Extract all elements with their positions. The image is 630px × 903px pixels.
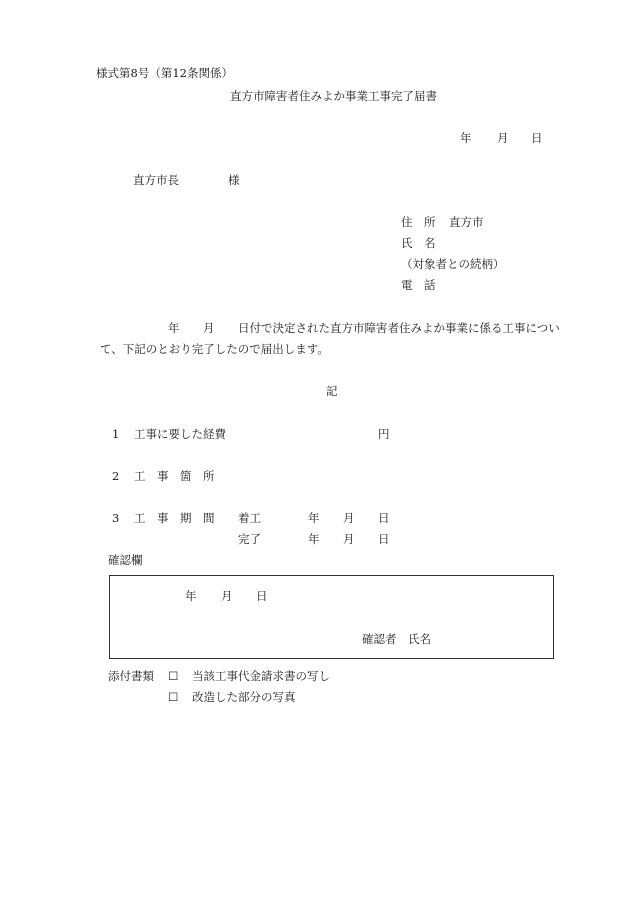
end-day: 日: [378, 532, 390, 546]
item-1-number: 1: [112, 427, 120, 441]
end-year: 年: [308, 532, 320, 546]
body-month: 月: [203, 321, 215, 335]
date-year: 年: [460, 131, 472, 145]
document-title: 直方市障害者住みよか事業工事完了届書: [230, 89, 437, 103]
confirm-year: 年: [185, 589, 197, 603]
form-id: 様式第8号（第12条関係）: [96, 66, 233, 80]
item-2-number: 2: [112, 469, 120, 483]
relation-label: （対象者との続柄）: [401, 257, 505, 271]
body-sentence-1: 日付で決定された直方市障害者住みよか事業に係る工事につい: [238, 321, 560, 335]
confirmer-name: 確認者 氏名: [362, 632, 431, 646]
item-3-label: 工 事 期 間: [134, 511, 215, 525]
date-day: 日: [531, 131, 543, 145]
confirm-day: 日: [256, 589, 268, 603]
attachment-2-text: 改造した部分の写真: [192, 690, 296, 704]
name-label: 氏 名: [401, 236, 436, 250]
confirm-heading: 確認欄: [108, 553, 143, 567]
start-year: 年: [308, 511, 320, 525]
item-3-number: 3: [112, 511, 120, 525]
end-label: 完了: [238, 532, 261, 546]
body-year: 年: [168, 321, 180, 335]
address-value: 直方市: [449, 215, 484, 229]
confirm-month: 月: [221, 589, 233, 603]
body-sentence-2: て、下記のとおり完了したので届出します。: [100, 342, 329, 356]
start-day: 日: [378, 511, 390, 525]
date-month: 月: [497, 131, 509, 145]
attachment-2-checkbox[interactable]: ☐: [168, 690, 179, 704]
item-1-unit: 円: [378, 427, 390, 441]
address-label: 住 所: [401, 215, 436, 229]
start-month: 月: [343, 511, 355, 525]
item-1-label: 工事に要した経費: [134, 427, 226, 441]
item-2-label: 工 事 箇 所: [134, 469, 215, 483]
attachment-1-checkbox[interactable]: ☐: [168, 669, 179, 683]
phone-label: 電 話: [401, 278, 436, 292]
confirm-box: [109, 575, 554, 659]
end-month: 月: [343, 532, 355, 546]
ki-heading: 記: [326, 384, 338, 398]
attachment-1-text: 当該工事代金請求書の写し: [192, 669, 330, 683]
addressee-honorific: 様: [228, 173, 240, 187]
start-label: 着工: [238, 511, 261, 525]
addressee-name: 直方市長: [133, 173, 179, 187]
attachments-label: 添付書類: [108, 669, 154, 683]
